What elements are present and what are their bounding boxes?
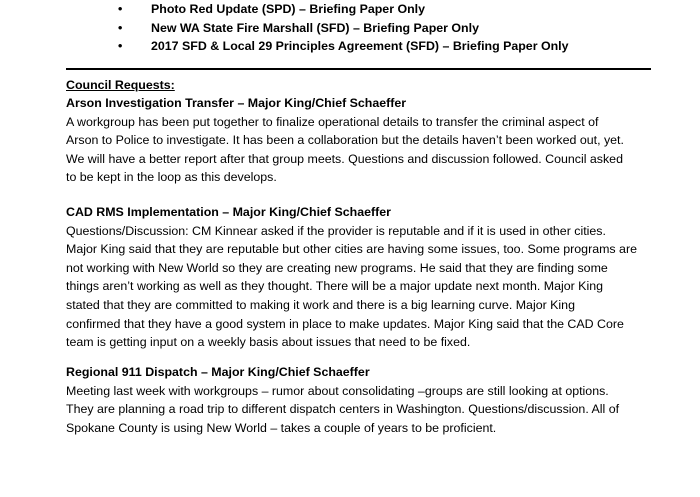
paragraph-line: Spokane County is using New World – takes a couple of years to be proficient. — [66, 420, 497, 435]
paragraph-line: team is getting input on a weekly basis about issues that need to be fixed. — [66, 335, 471, 350]
cad-rms-section — [66, 203, 676, 352]
paragraph-line: A workgroup has been put together to finalize operational details to transfer the criminal aspect of — [66, 114, 599, 129]
section-title: Arson Investigation Transfer – Major King/Chief Schaeffer — [66, 96, 407, 110]
paragraph-line: Meeting last week with workgroups – rumor about consolidating –groups are still looking at options. — [66, 383, 609, 398]
arson-investigation-section — [66, 94, 676, 187]
paragraph-line: confirmed that they have a good system in place to make updates. Major King said that the CAD Core — [66, 316, 624, 331]
section-title: Regional 911 Dispatch – Major King/Chief Schaeffer — [66, 365, 370, 379]
horizontal-divider — [66, 68, 651, 70]
list-item-text: 2017 SFD & Local 29 Principles Agreement (SFD) – Briefing Paper Only — [151, 39, 569, 54]
paragraph-line: not working with New World so they are creating new programs. He said that they are finding some — [66, 260, 608, 275]
council-requests-heading: Council Requests: — [66, 78, 175, 92]
paragraph-line: stated that they are committed to making it work and there is a big learning curve. Major King — [66, 297, 575, 312]
paragraph-line: Arson to Police to investigate. It has been a collaboration but the details haven’t been worked out, yet. — [66, 133, 624, 148]
regional-dispatch-section — [66, 363, 676, 437]
paragraph-line: They are planning a road trip to different dispatch centers in Washington. Questions/discussion. All of — [66, 402, 620, 417]
paragraph-line: Major King said that they are reputable but other cities are having some issues, too. Some programs are — [66, 242, 637, 257]
paragraph-line: Questions/Discussion: CM Kinnear asked if the provider is reputable and if it is used in other cities. — [66, 223, 606, 238]
paragraph-line: to be kept in the loop as this develops. — [66, 170, 277, 185]
bullet-icon: • — [118, 2, 123, 16]
paragraph-line: things aren’t working as well as they thought. There will be a major update next month. Major King — [66, 279, 603, 294]
bullet-icon: • — [118, 20, 123, 35]
list-item-text: Photo Red Update (SPD) – Briefing Paper Only — [151, 2, 426, 16]
list-item-text: New WA State Fire Marshall (SFD) – Briefing Paper Only — [151, 20, 479, 35]
bullet-icon: • — [118, 39, 123, 54]
section-title: CAD RMS Implementation – Major King/Chief Schaeffer — [66, 205, 391, 219]
paragraph-line: We will have a better report after that group meets. Questions and discussion followed. Council asked — [66, 151, 623, 166]
